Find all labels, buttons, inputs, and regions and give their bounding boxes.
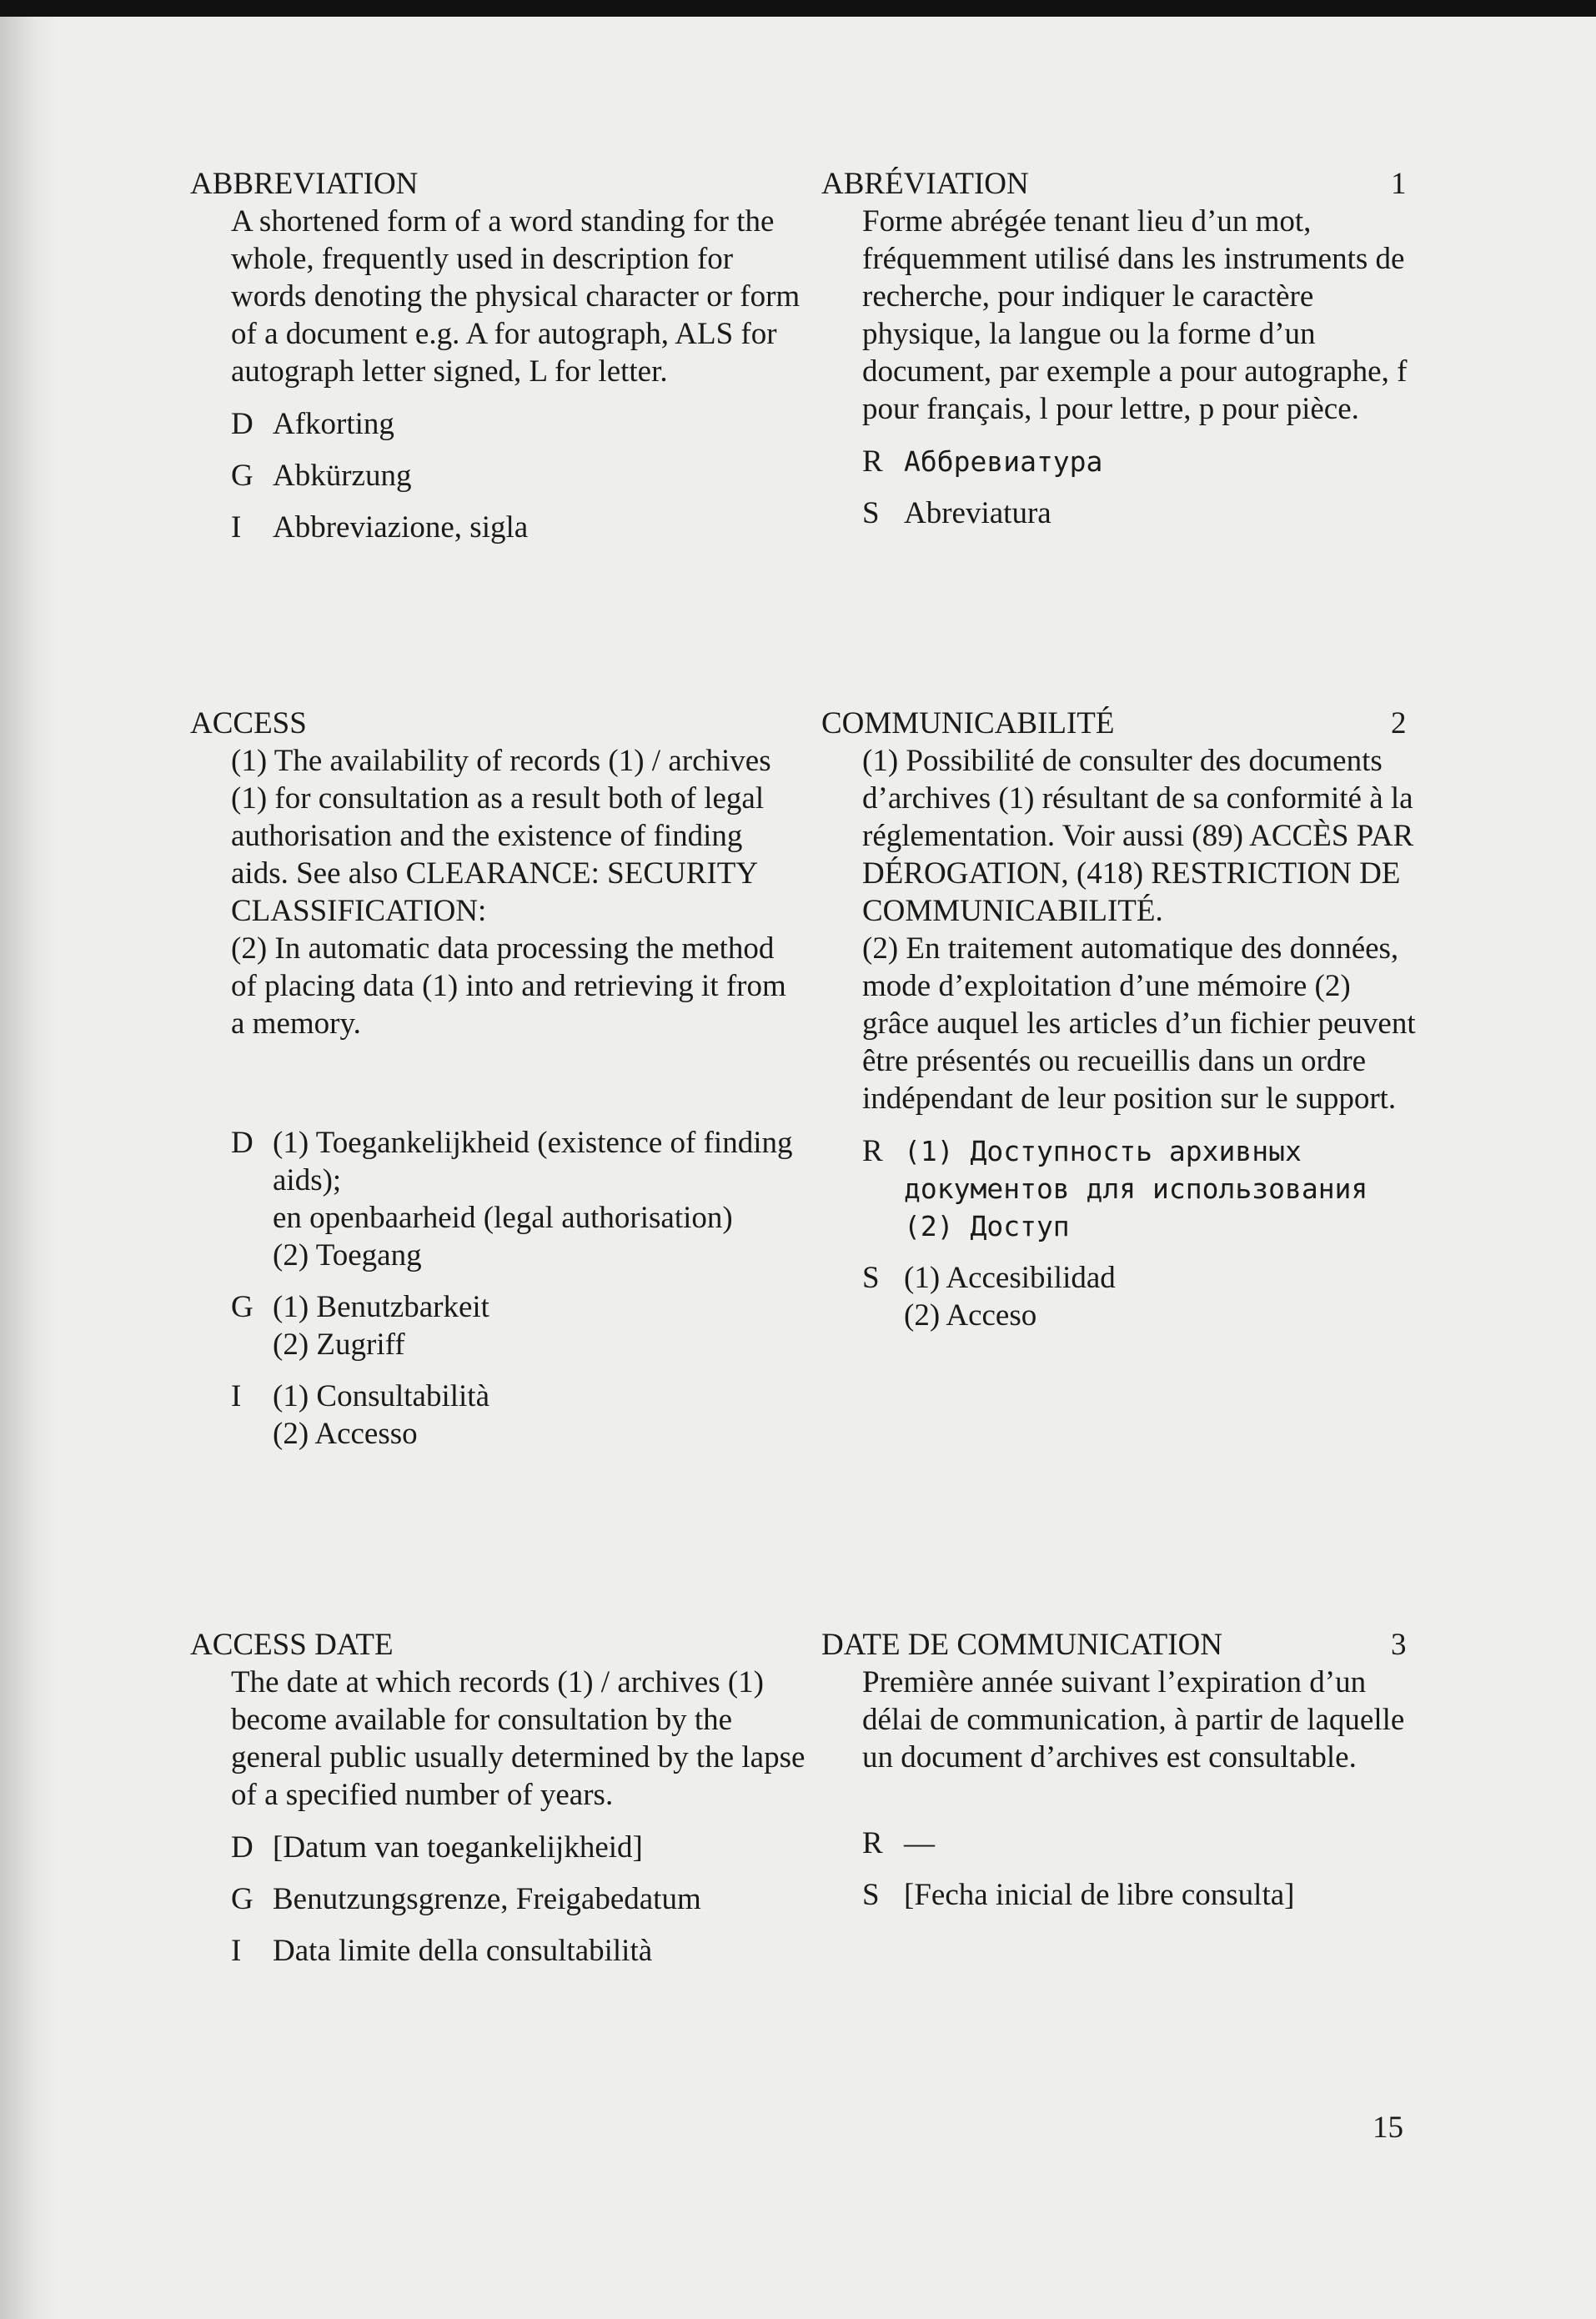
equivalents-list (821, 1132, 1422, 1334)
book-spine-shadow (0, 17, 58, 2319)
entry-3-english (190, 1626, 807, 1984)
entry-2-french (821, 705, 1422, 1348)
equivalent-row (190, 1288, 807, 1363)
headword: ABBREVIATION (190, 167, 419, 201)
headword: ACCESS (190, 706, 307, 740)
equivalent-term: Abkürzung (273, 459, 412, 493)
equivalent-term: (2) Accesso (273, 1417, 418, 1451)
equivalent-row (190, 509, 807, 546)
equivalent-term: Benutzungsgrenze, Freigabedatum (273, 1882, 701, 1916)
equivalent-term: en openbaarheid (legal authorisation) (273, 1201, 733, 1235)
equivalent-row (190, 1829, 807, 1866)
language-code: S (862, 496, 880, 530)
equivalents-list (190, 1124, 807, 1453)
equivalent-row (821, 1132, 1422, 1245)
definition-paragraph: A shortened form of a word standing for the whole, frequently used in description for words denoting the physical character or form of a document e.g. A for autograph, ALS for autograph letter signed, L for letter. (231, 204, 801, 389)
language-code: I (231, 1379, 242, 1413)
equivalent-term: (2) Toegang (273, 1238, 422, 1272)
equivalents-list (190, 1829, 807, 1970)
language-code: D (231, 1126, 253, 1160)
entry-1-french (821, 165, 1422, 546)
equivalent-term: (2) Доступ (904, 1210, 1070, 1242)
language-code: G (231, 1290, 253, 1324)
equivalent-term: Data limite della consultabilità (273, 1934, 653, 1968)
language-code: R (862, 444, 883, 479)
equivalent-row (821, 1825, 1422, 1862)
language-code: S (862, 1261, 880, 1295)
entry-number: 2 (1391, 706, 1407, 740)
equivalent-term: Abbreviazione, sigla (273, 510, 529, 545)
definition-paragraph: The date at which records (1) / archives (1) become available for consultation by the general public usually determined by the lapse of a specified number of years. (231, 1665, 806, 1812)
entry-3-french (821, 1626, 1422, 1928)
definition (862, 742, 1422, 1117)
headword: ABRÉVIATION (821, 167, 1029, 201)
language-code: I (231, 1934, 242, 1968)
definition-paragraph: Forme abrégée tenant lieu d’un mot, fréquemment utilisé dans les instruments de recherche, pour indiquer le caractère physique, la langue ou la forme d’un document, par exemple a pour autographe, f pour français, l pour lettre, p pour pièce. (862, 204, 1408, 426)
language-code: D (231, 1830, 253, 1865)
definition (862, 203, 1422, 428)
equivalent-row (190, 1378, 807, 1453)
equivalent-row (190, 405, 807, 443)
headword: COMMUNICABILITÉ (821, 706, 1115, 740)
language-code: G (231, 459, 253, 493)
equivalent-term: (1) Consultabilità (273, 1379, 489, 1413)
equivalent-row (190, 1932, 807, 1970)
equivalent-term: [Fecha inicial de libre consulta] (904, 1878, 1295, 1912)
equivalent-term: — (904, 1826, 935, 1860)
equivalent-term: Аббревиатура (904, 445, 1103, 478)
equivalent-row (821, 494, 1422, 532)
equivalent-term: (1) Доступность архивных документов для использования (904, 1135, 1368, 1205)
scan-top-edge (0, 0, 1596, 17)
language-code: R (862, 1826, 883, 1860)
entry-number: 3 (1391, 1628, 1407, 1662)
equivalent-term: (2) Acceso (904, 1298, 1037, 1333)
equivalents-list (821, 1825, 1422, 1914)
equivalent-term: (1) Toegankelijkheid (existence of finding aids); (273, 1126, 793, 1197)
entry-2-english (190, 705, 807, 1467)
equivalent-term: (1) Accesibilidad (904, 1261, 1116, 1295)
equivalents-list (190, 405, 807, 546)
page-number: 15 (1373, 2111, 1403, 2145)
equivalent-row (190, 1124, 807, 1274)
definition-paragraph: (1) Possibilité de consulter des documents d’archives (1) résultant de sa conformité à la réglementation. Voir aussi (89) ACCÈS PAR DÉROGATION, (418) RESTRICTION DE COMMUNICABILITÉ. (862, 744, 1414, 928)
equivalents-list (821, 443, 1422, 532)
language-code: G (231, 1882, 253, 1916)
headword: ACCESS DATE (190, 1628, 394, 1662)
equivalent-row (821, 443, 1422, 480)
definition (231, 203, 807, 390)
definition (231, 742, 807, 1042)
equivalent-term: Abreviatura (904, 496, 1051, 530)
language-code: S (862, 1878, 880, 1912)
definition-paragraph: (1) The availability of records (1) / archives (1) for consultation as a result both of legal authorisation and the existence of finding aids. See also CLEARANCE: SECURITY CLASSIFICATION: (231, 744, 771, 928)
headword: DATE DE COMMUNICATION (821, 1628, 1222, 1662)
language-code: R (862, 1134, 883, 1168)
definition-paragraph: (2) In automatic data processing the method of placing data (1) into and retrieving it from a memory. (231, 931, 786, 1041)
entry-number: 1 (1391, 167, 1407, 201)
equivalent-row (190, 1880, 807, 1918)
definition-paragraph: (2) En traitement automatique des données, mode d’exploitation d’une mémoire (2) grâce auquel les articles d’un fichier peuvent être présentés ou recueillis dans un ordre indépendant de leur position sur le support. (862, 931, 1416, 1116)
equivalent-row (821, 1259, 1422, 1334)
entry-1-english (190, 165, 807, 560)
definition (231, 1664, 807, 1814)
language-code: D (231, 407, 253, 441)
equivalent-row (190, 457, 807, 494)
equivalent-term: (1) Benutzbarkeit (273, 1290, 489, 1324)
equivalent-term: [Datum van toegankelijkheid] (273, 1830, 643, 1865)
equivalent-term: Afkorting (273, 407, 394, 441)
definition-paragraph: Première année suivant l’expiration d’un délai de communication, à partir de laquelle un document d’archives est consultable. (862, 1665, 1405, 1774)
equivalent-row (821, 1876, 1422, 1914)
definition (862, 1664, 1422, 1776)
equivalent-term: (2) Zugriff (273, 1328, 405, 1362)
language-code: I (231, 510, 242, 545)
